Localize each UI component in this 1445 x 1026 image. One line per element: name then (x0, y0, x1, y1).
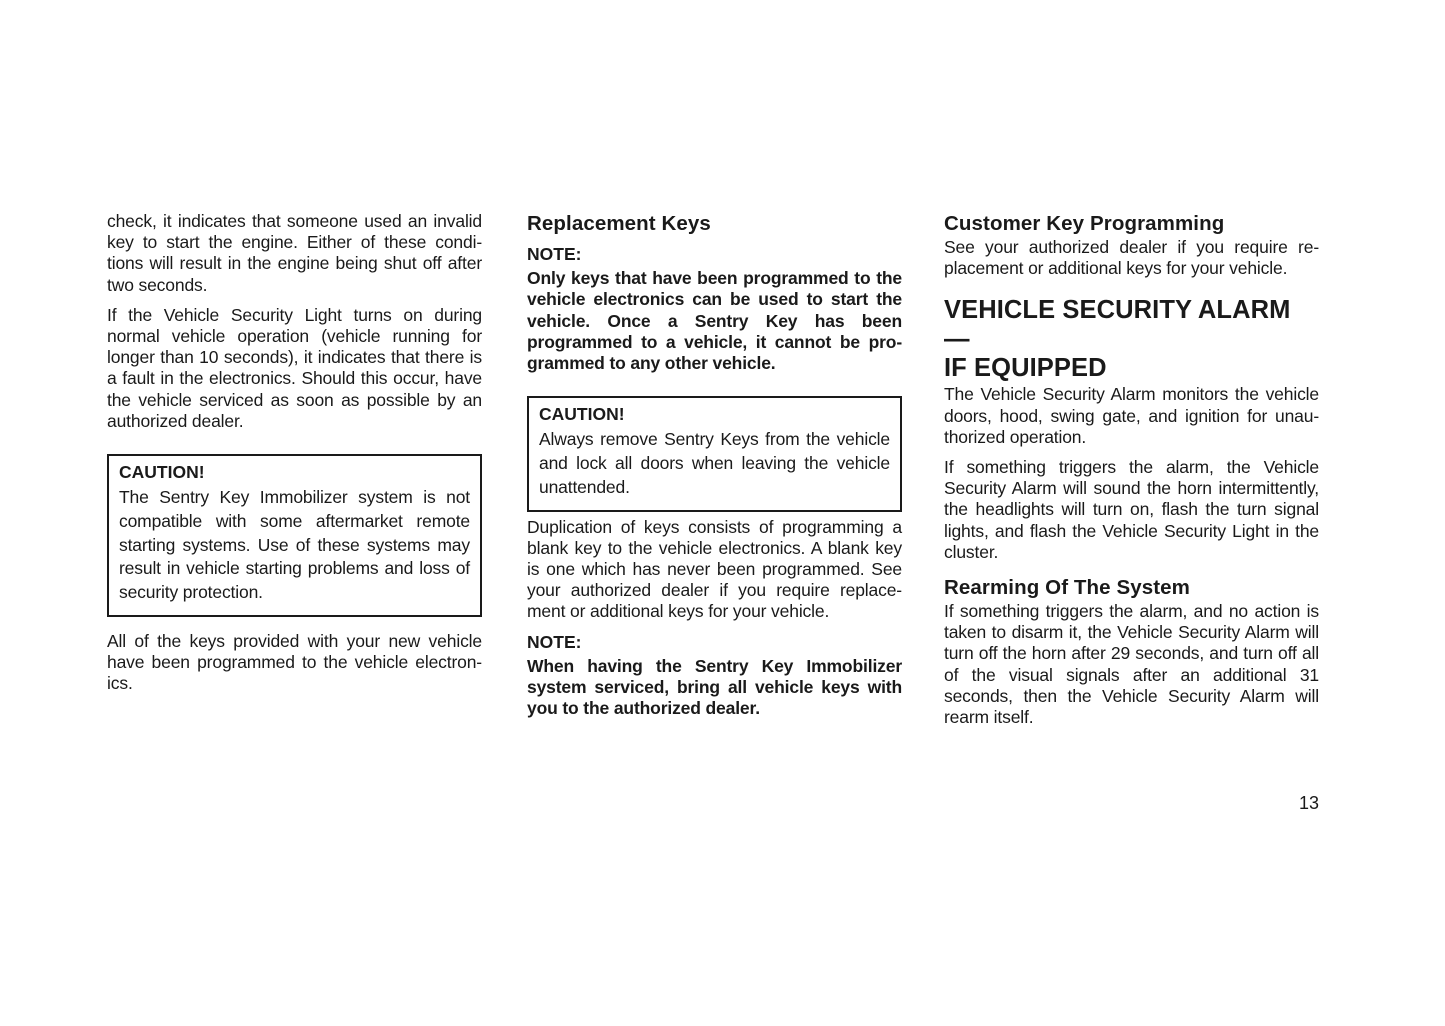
caution-title: CAUTION! (539, 404, 625, 425)
column-middle (527, 211, 902, 719)
heading-security-alarm-line2: IF EQUIPPED (944, 354, 1107, 383)
page-number: 13 (1298, 793, 1319, 813)
column-right (944, 211, 1319, 728)
column-left (107, 211, 482, 695)
caution-text: The Sentry Key Immobilizer system is not compatible with some aftermarket remote starting systems. Use of these systems may result in vehicle starting problems and loss of security protection. (119, 487, 470, 603)
paragraph-rearming: If something triggers the alarm, and no action is taken to disarm it, the Vehicle Security Alarm will turn off the horn after 29 seconds, and turn off all of the visual signals after an additional 31 seconds, then the Vehicle Security Alarm will rearm itself. (944, 601, 1319, 728)
paragraph-security-light: If the Vehicle Security Light turns on during normal vehicle operation (vehicle running for longer than 10 seconds), it indicates that there is a fault in the electronics. Should this occur, have the vehicle serviced as soon as possible by an authorized dealer. (107, 304, 482, 431)
heading-customer-key-programming: Customer Key Programming (944, 212, 1225, 235)
paragraph-keys-programmed: All of the keys provided with your new vehicle have been programmed to the vehicle electron-ics. (107, 631, 482, 694)
paragraph-alarm-triggers: If something triggers the alarm, the Vehicle Security Alarm will sound the horn intermittently, the headlights will turn on, flash the turn signal lights, and flash the Vehicle Security Light in the cluster. (944, 457, 1319, 562)
note-text-programmed-keys: Only keys that have been programmed to the vehicle electronics can be used to start the vehicle. Once a Sentry Key has been programmed to a vehicle, it cannot be pro-grammed to any other vehicle. (527, 268, 902, 374)
note-text-servicing: When having the Sentry Key Immobilizer system serviced, bring all vehicle keys with you to the authorized dealer. (527, 655, 902, 719)
caution-title: CAUTION! (119, 462, 205, 483)
paragraph-alarm-monitors: The Vehicle Security Alarm monitors the vehicle doors, hood, swing gate, and ignition for unau-thorized operation. (944, 384, 1319, 447)
caution-box-remove-keys (527, 396, 902, 511)
paragraph-duplication: Duplication of keys consists of programming a blank key to the vehicle electronics. A blank key is one which has never been programmed. See your authorized dealer if you require replace-ment or additional keys for your vehicle. (527, 516, 902, 622)
note-label: NOTE: (527, 631, 582, 652)
caution-text: Always remove Sentry Keys from the vehicle and lock all doors when leaving the vehicle unattended. (539, 429, 890, 497)
note-label: NOTE: (527, 244, 582, 264)
heading-replacement-keys: Replacement Keys (527, 212, 711, 235)
paragraph-invalid-key: check, it indicates that someone used an invalid key to start the engine. Either of these condi-tions will result in the engine being shut off after two seconds. (107, 211, 482, 295)
caution-box-aftermarket (107, 454, 482, 617)
paragraph-customer-programming: See your authorized dealer if you require re-placement or additional keys for your vehicle. (944, 237, 1319, 279)
heading-security-alarm-line1: VEHICLE SECURITY ALARM — (944, 296, 1291, 354)
heading-rearming: Rearming Of The System (944, 576, 1190, 600)
